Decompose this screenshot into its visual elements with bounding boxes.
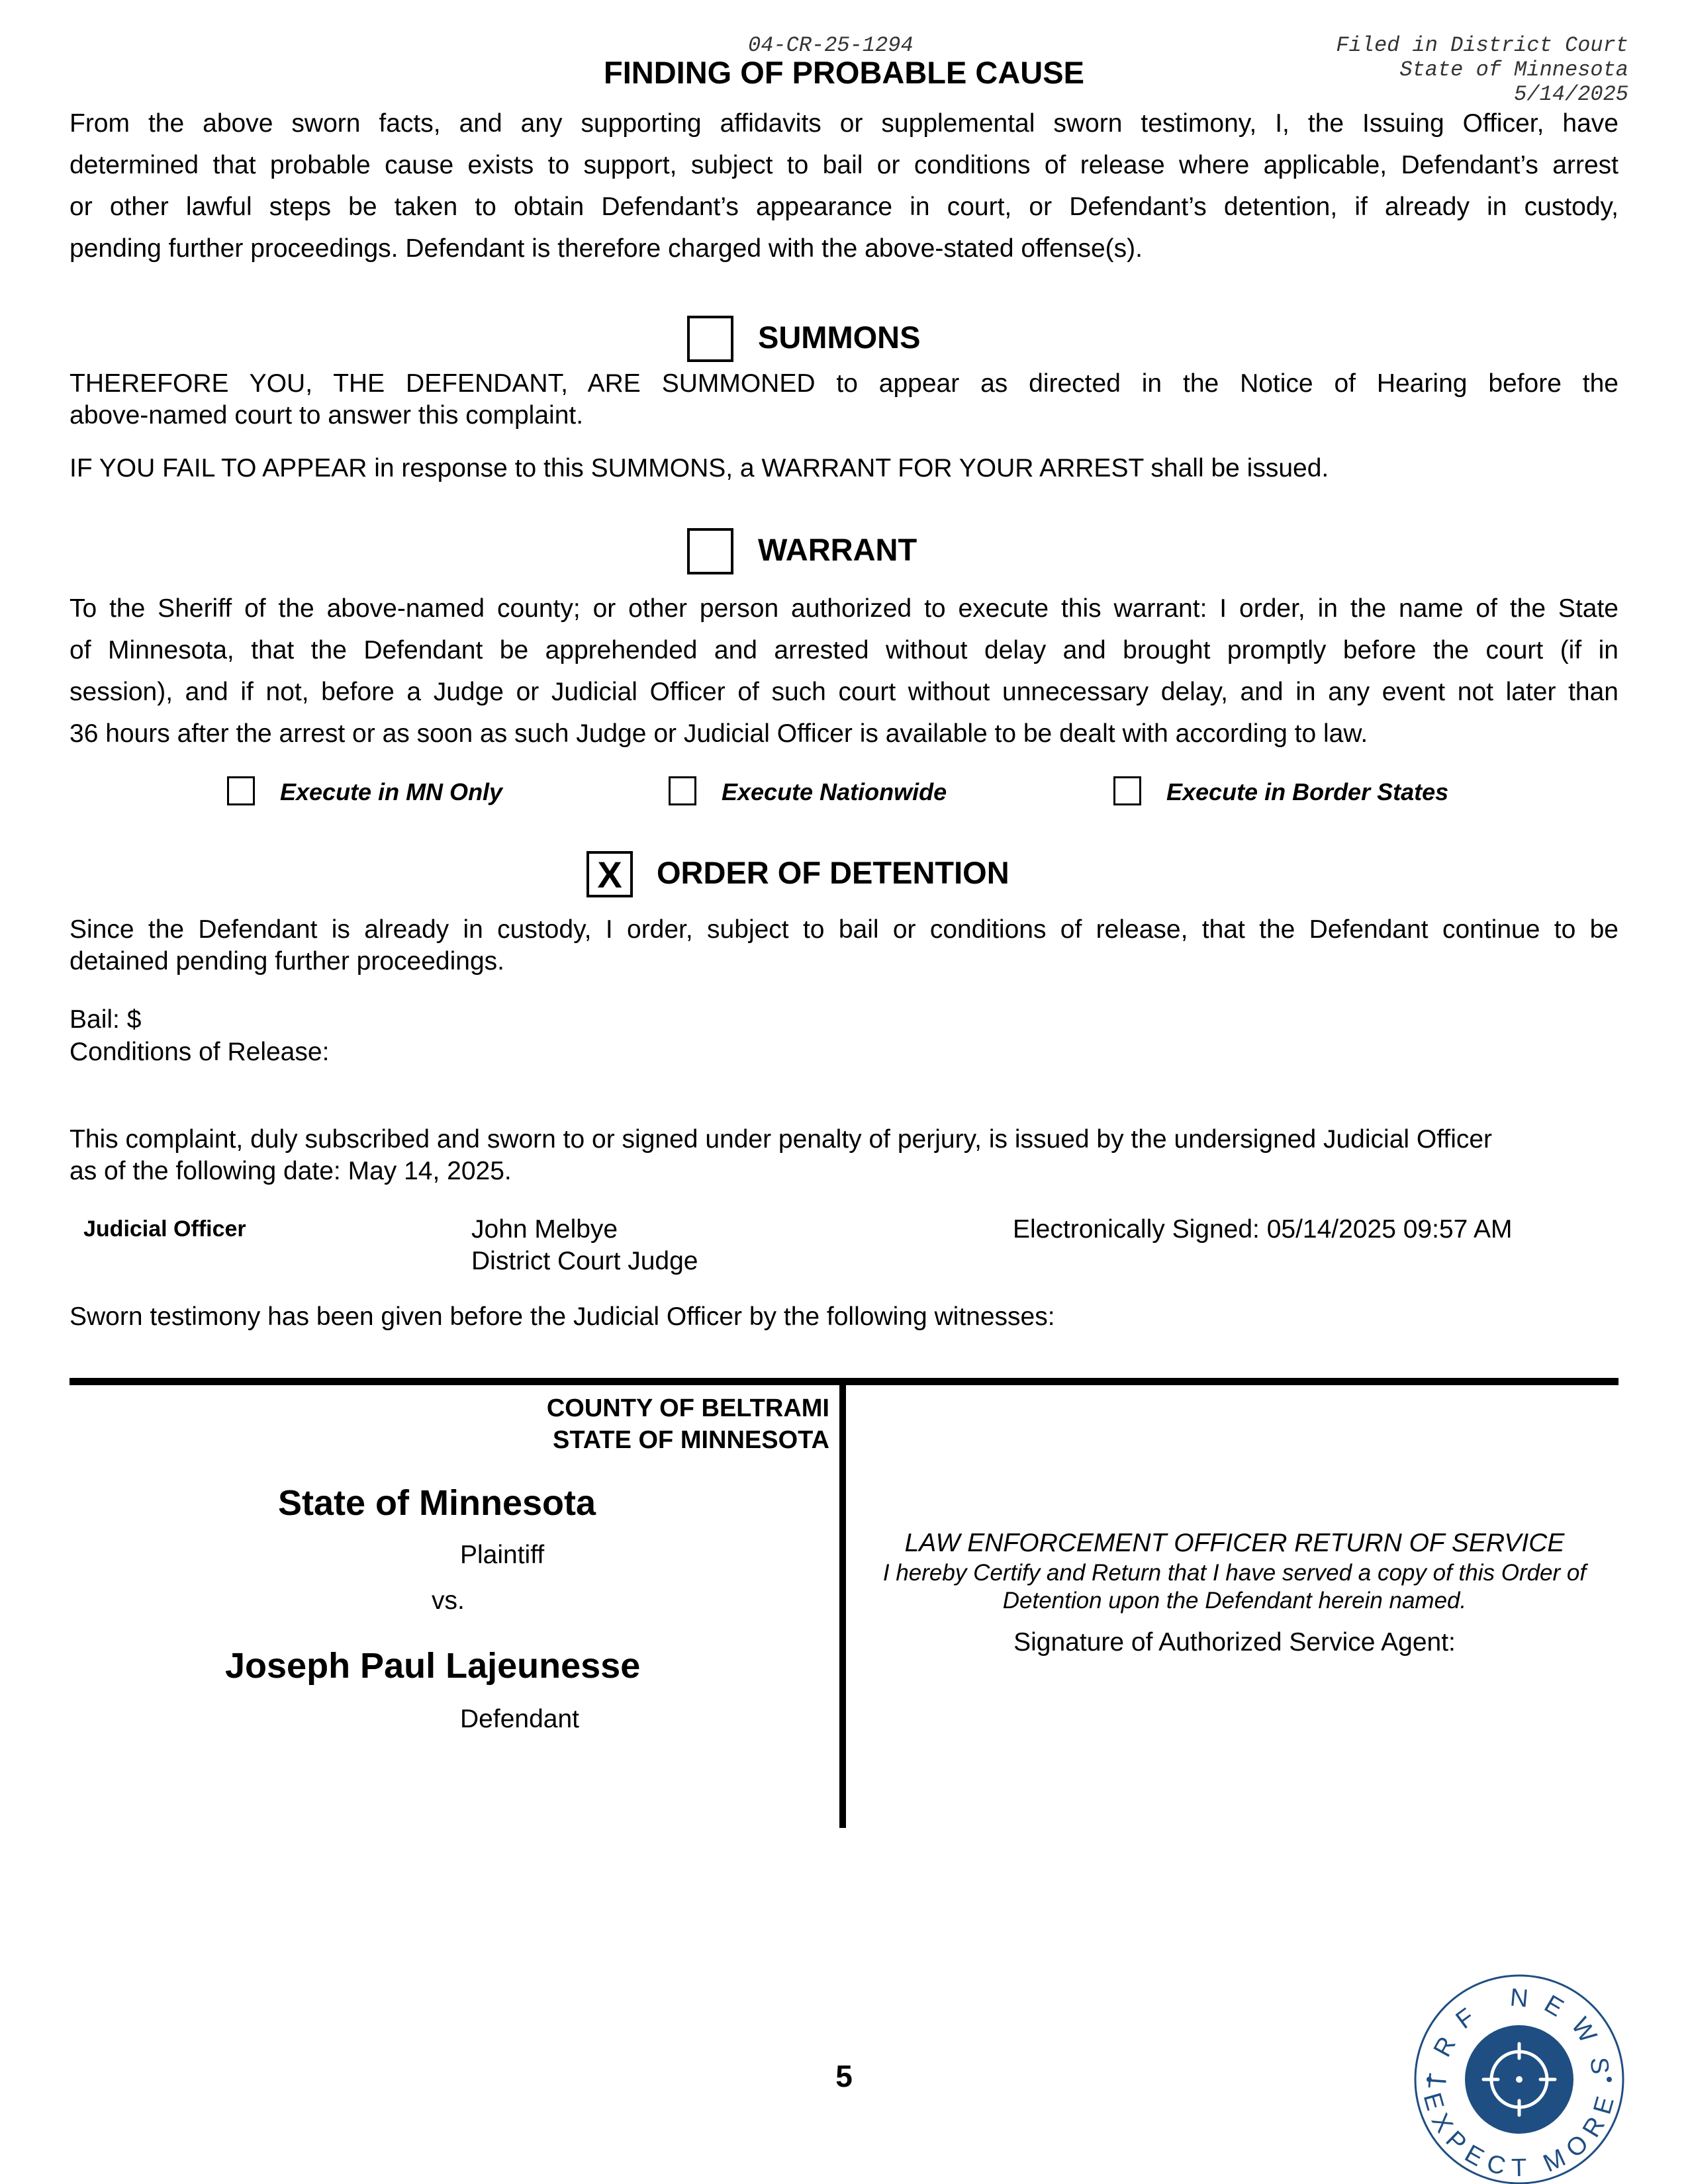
paragraph-line: or other lawful steps be taken to obtain Defendant’s appearance in court, or Defendant’s detention, if already in custody, bbox=[70, 193, 1618, 221]
paragraph-line: pending further proceedings. Defendant is therefore charged with the above-stated offense(s). bbox=[70, 234, 1143, 263]
paragraph-line: 36 hours after the arrest or as soon as such Judge or Judicial Officer is available to be dealt with according to law. bbox=[70, 719, 1368, 748]
logo-bottom-text: EXPECT MORE bbox=[1417, 2089, 1621, 2183]
return-of-service bbox=[851, 1527, 1618, 1659]
execute-mn-only-label: Execute in MN Only bbox=[280, 778, 503, 805]
return-of-service-line: Detention upon the Defendant herein named. bbox=[1002, 1588, 1467, 1614]
warrant-checkbox[interactable] bbox=[687, 528, 733, 574]
electronic-signature: Electronically Signed: 05/14/2025 09:57 AM bbox=[1013, 1215, 1513, 1244]
execute-border-states-checkbox[interactable] bbox=[1113, 776, 1141, 805]
paragraph-line: determined that probable cause exists to support, subject to bail or conditions of release where applicable, Defendant’s arrest bbox=[70, 151, 1618, 179]
warrant-paragraph bbox=[70, 588, 1618, 754]
bail-label: Bail: $ bbox=[70, 1005, 142, 1034]
return-of-service-line: I hereby Certify and Return that I have served a copy of this Order of bbox=[882, 1560, 1587, 1586]
return-of-service-title: LAW ENFORCEMENT OFFICER RETURN OF SERVICE bbox=[904, 1529, 1565, 1557]
trf-news-logo bbox=[1413, 1974, 1625, 2184]
execute-mn-only-checkbox[interactable] bbox=[227, 776, 255, 805]
summons-warning: IF YOU FAIL TO APPEAR in response to this SUMMONS, a WARRANT FOR YOUR ARREST shall be issued. bbox=[70, 454, 1329, 482]
paragraph-line: THEREFORE YOU, THE DEFENDANT, ARE SUMMONED to appear as directed in the Notice of Hearing before the bbox=[70, 369, 1618, 398]
execute-nationwide-checkbox[interactable] bbox=[669, 776, 696, 805]
summons-checkbox[interactable] bbox=[687, 316, 733, 362]
paragraph-line: as of the following date: May 14, 2025. bbox=[70, 1157, 512, 1185]
detention-checkbox[interactable] bbox=[586, 851, 633, 897]
paragraph-line: From the above sworn facts, and any supporting affidavits or supplemental sworn testimony, I, the Issuing Officer, have bbox=[70, 109, 1618, 138]
execute-nationwide-label: Execute Nationwide bbox=[722, 778, 947, 805]
bail-row bbox=[70, 1004, 141, 1036]
judicial-officer-label: Judicial Officer bbox=[83, 1216, 246, 1242]
warrant-heading: WARRANT bbox=[758, 532, 917, 567]
issuance-paragraph bbox=[70, 1124, 1492, 1187]
page-number: 5 bbox=[835, 2059, 853, 2093]
plaintiff-name: State of Minnesota bbox=[278, 1483, 596, 1523]
detention-heading: ORDER OF DETENTION bbox=[657, 855, 1009, 890]
paragraph-line: above-named court to answer this complaint. bbox=[70, 401, 584, 430]
filed-stamp bbox=[1336, 33, 1628, 107]
case-number: 04-CR-25-1294 bbox=[748, 33, 914, 58]
checkbox-x-mark: X bbox=[597, 854, 622, 895]
county-name: COUNTY OF BELTRAMI bbox=[546, 1394, 829, 1422]
summons-heading: SUMMONS bbox=[758, 320, 921, 355]
paragraph-line: of Minnesota, that the Defendant be apprehended and arrested without delay and brought promptly before the court (if in bbox=[70, 636, 1618, 664]
judicial-officer-block bbox=[471, 1214, 698, 1277]
judicial-officer-title: District Court Judge bbox=[471, 1247, 698, 1275]
page-title: FINDING OF PROBABLE CAUSE bbox=[604, 55, 1084, 90]
service-agent-signature-label: Signature of Authorized Service Agent: bbox=[1013, 1628, 1456, 1657]
logo-badge-icon bbox=[1413, 1974, 1625, 2184]
defendant-label: Defendant bbox=[460, 1705, 579, 1733]
paragraph-line: To the Sheriff of the above-named county; or other person authorized to execute this warrant: I order, in the name of the State bbox=[70, 594, 1618, 623]
paragraph-line: session), and if not, before a Judge or Judicial Officer of such court without unnecessary delay, and in any event not later than bbox=[70, 678, 1618, 706]
conditions-label: Conditions of Release: bbox=[70, 1038, 330, 1066]
venue-block bbox=[331, 1392, 829, 1456]
conditions-row bbox=[70, 1036, 329, 1068]
paragraph-line: detained pending further proceedings. bbox=[70, 947, 504, 976]
filed-stamp-line: 5/14/2025 bbox=[1514, 82, 1628, 107]
summons-paragraph bbox=[70, 368, 1618, 432]
filed-stamp-line: Filed in District Court bbox=[1336, 33, 1628, 58]
paragraph-line: This complaint, duly subscribed and sworn to or signed under penalty of perjury, is issued by the undersigned Judicial Officer bbox=[70, 1125, 1493, 1154]
versus-label: vs. bbox=[432, 1586, 465, 1615]
caption-vertical-divider bbox=[839, 1378, 846, 1828]
paragraph-line: Since the Defendant is already in custody, I order, subject to bail or conditions of release, that the Defendant continue to be bbox=[70, 915, 1618, 944]
logo-top-text: TRF NEWS bbox=[1423, 1983, 1615, 2090]
detention-paragraph bbox=[70, 914, 1618, 978]
execute-border-states-label: Execute in Border States bbox=[1166, 778, 1449, 805]
witnesses-text: Sworn testimony has been given before the Judicial Officer by the following witnesses: bbox=[70, 1302, 1055, 1331]
plaintiff-label: Plaintiff bbox=[460, 1541, 545, 1569]
probable-cause-paragraph bbox=[70, 103, 1618, 269]
judicial-officer-name: John Melbye bbox=[471, 1215, 618, 1244]
defendant-name: Joseph Paul Lajeunesse bbox=[225, 1646, 641, 1686]
state-name: STATE OF MINNESOTA bbox=[553, 1426, 829, 1454]
filed-stamp-line: State of Minnesota bbox=[1399, 58, 1628, 82]
